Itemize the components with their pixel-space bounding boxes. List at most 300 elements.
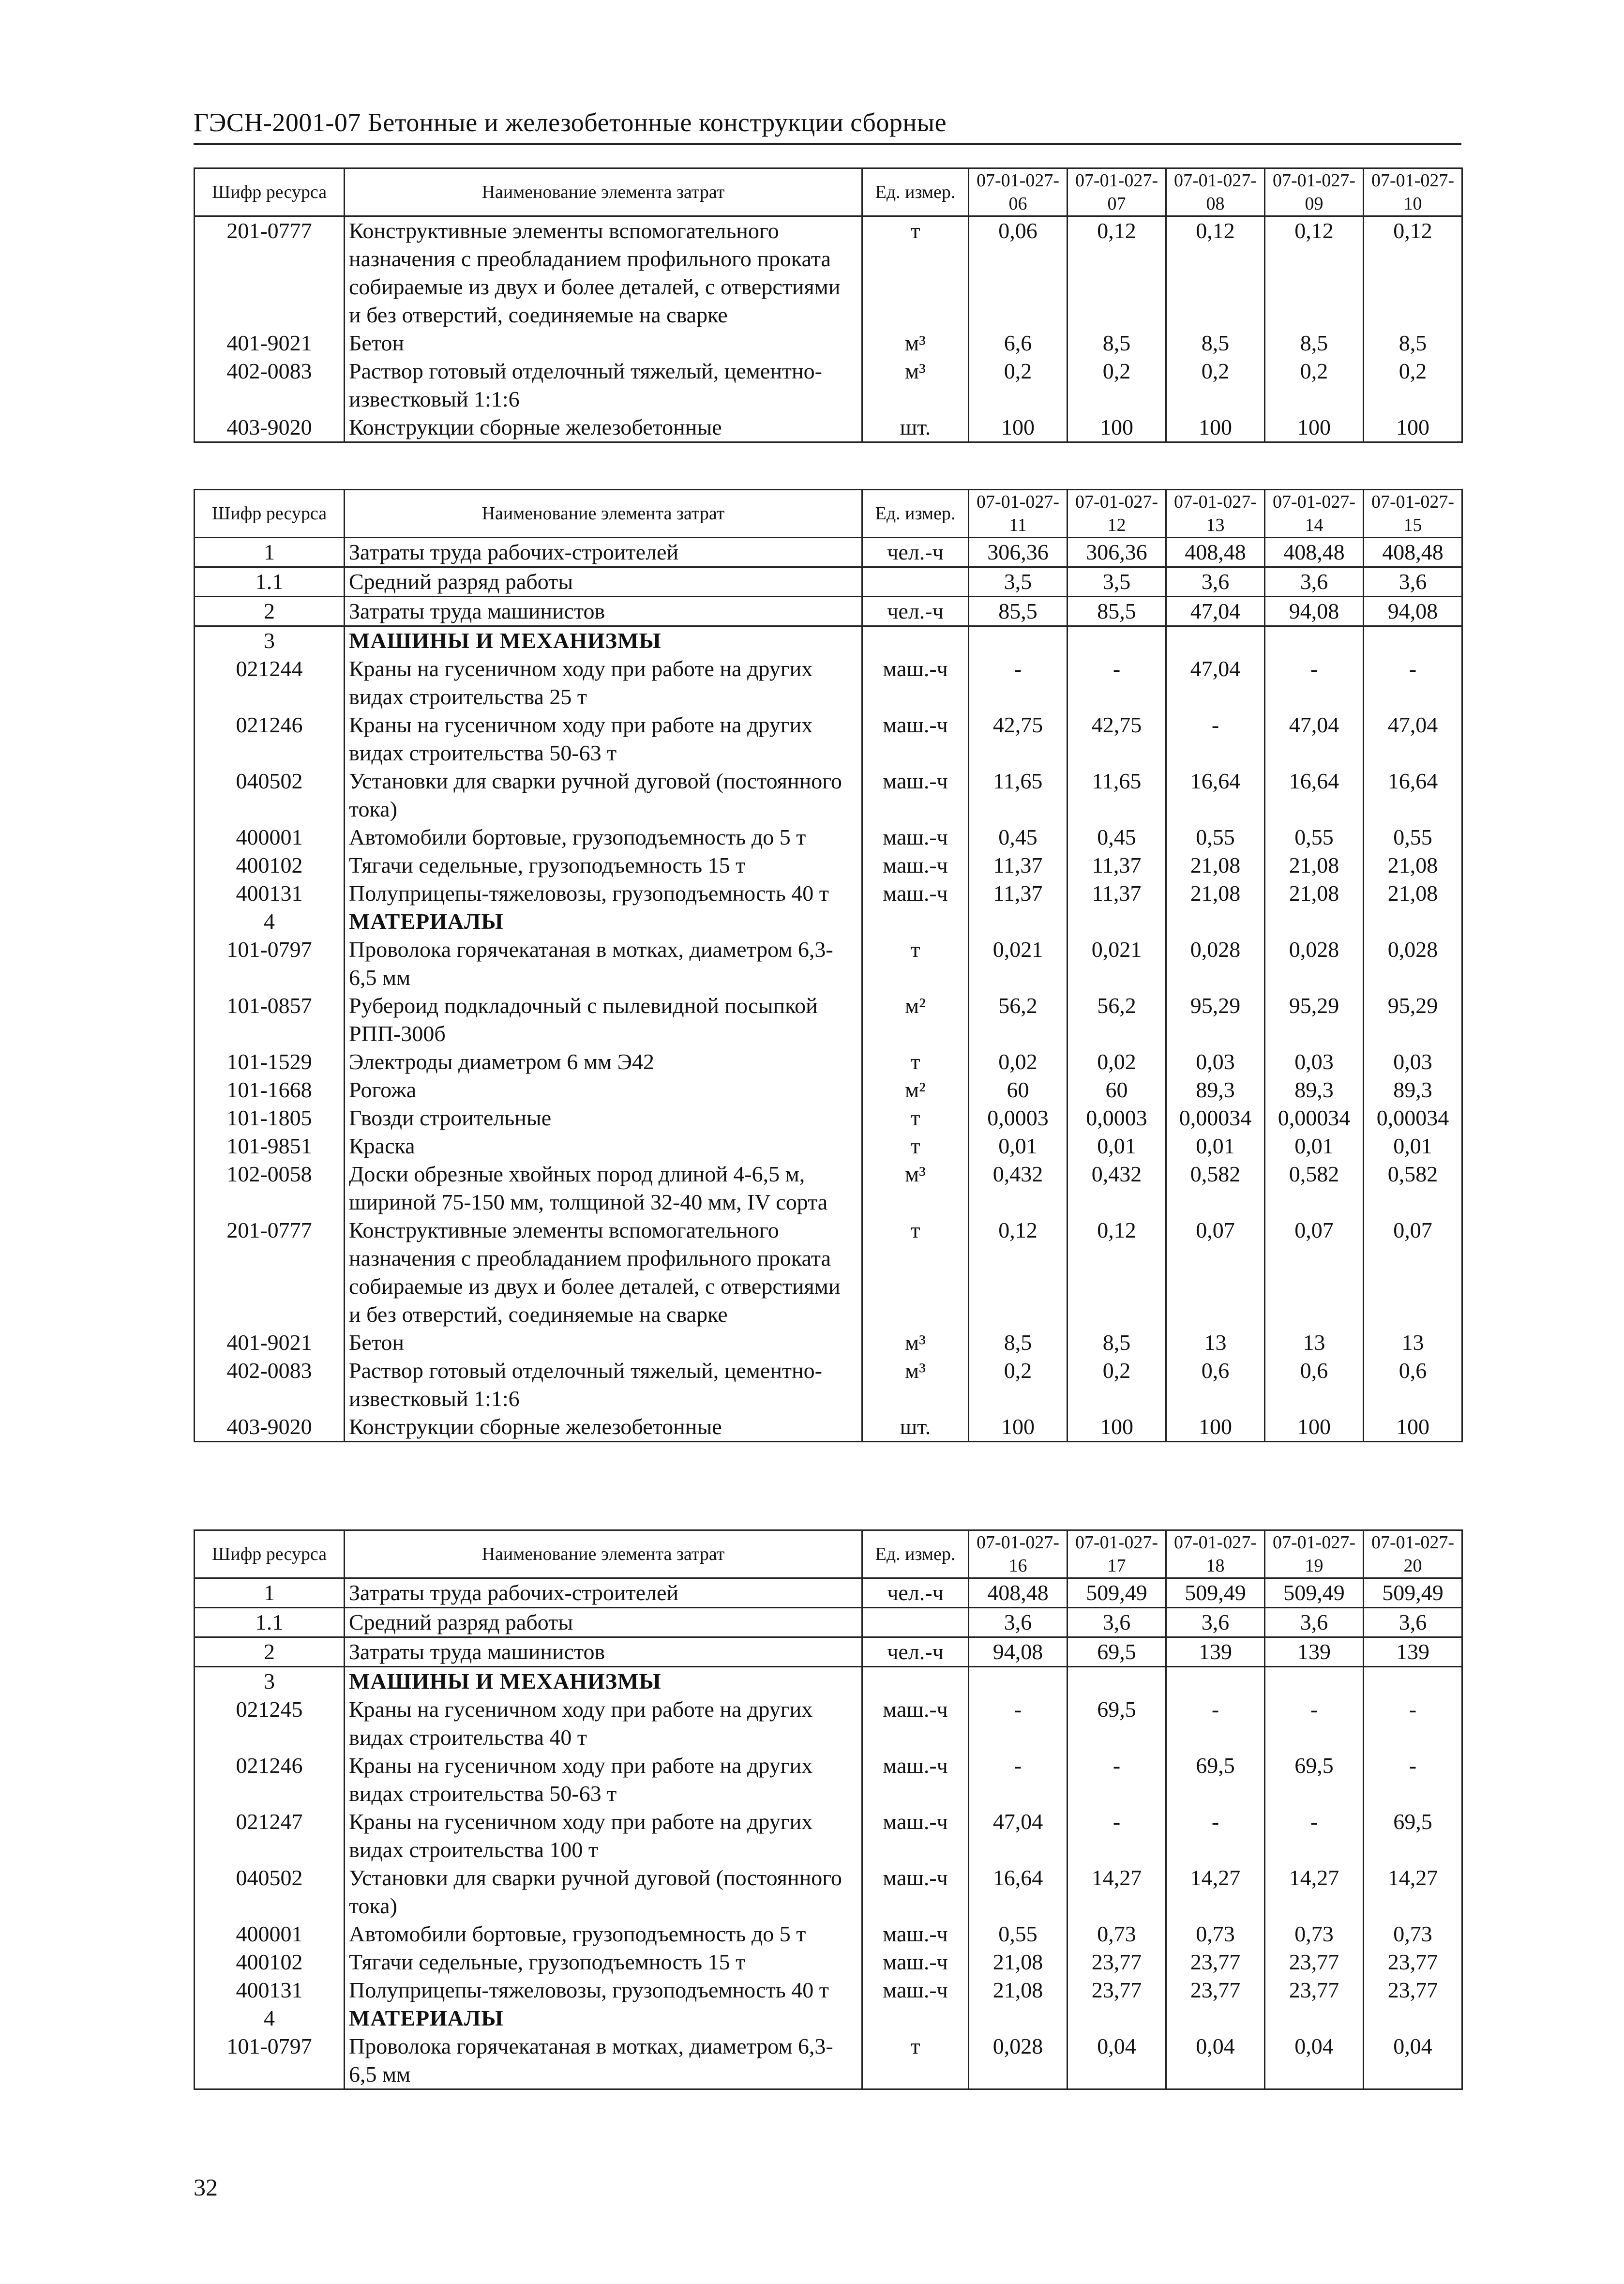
norm-value-cell: 94,08: [1364, 597, 1462, 626]
norm-value-cell: 0,73: [1364, 1920, 1462, 1948]
norm-value-cell: [1068, 908, 1166, 936]
norm-value-cell: 11,65: [1068, 767, 1166, 823]
unit-cell: чел.-ч: [862, 1578, 969, 1608]
norm-value-cell: 100: [969, 413, 1068, 442]
norm-value-cell: 0,028: [1364, 936, 1462, 992]
norm-value-cell: [1166, 908, 1265, 936]
unit-cell: м³: [862, 329, 969, 357]
norm-value-cell: 69,5: [1068, 1695, 1166, 1752]
table-row: [195, 711, 1462, 767]
norm-value-cell: 0,03: [1166, 1048, 1265, 1076]
table-row: [195, 1920, 1462, 1948]
column-header-norm-code: 07-01-027-19: [1265, 1530, 1364, 1578]
cost-element-name-cell: Полуприцепы-тяжеловозы, грузоподъемность 40 т: [345, 879, 862, 908]
norm-value-cell: 0,55: [1265, 823, 1364, 851]
cost-element-name-cell: Раствор готовый отделочный тяжелый, цементно-известковый 1:1:6: [345, 1357, 862, 1413]
norm-value-cell: [1068, 1667, 1166, 1696]
resource-code-cell: 102-0058: [195, 1160, 345, 1216]
norm-value-cell: 13: [1166, 1329, 1265, 1357]
resource-code-cell: 021246: [195, 1752, 345, 1808]
table-row: [195, 936, 1462, 992]
norm-value-cell: 100: [1364, 413, 1462, 442]
resource-code-cell: 201-0777: [195, 1216, 345, 1329]
norm-value-cell: 509,49: [1265, 1578, 1364, 1608]
norm-value-cell: 509,49: [1364, 1578, 1462, 1608]
resource-code-cell: 402-0083: [195, 1357, 345, 1413]
norm-value-cell: 56,2: [1068, 992, 1166, 1048]
norm-value-cell: 3,6: [1364, 1608, 1462, 1637]
norm-value-cell: 0,04: [1265, 2032, 1364, 2089]
norm-value-cell: 94,08: [1265, 597, 1364, 626]
norm-value-cell: 509,49: [1068, 1578, 1166, 1608]
unit-cell: маш.-ч: [862, 711, 969, 767]
unit-cell: маш.-ч: [862, 879, 969, 908]
norm-value-cell: -: [1068, 1752, 1166, 1808]
column-header-norm-code: 07-01-027-20: [1364, 1530, 1462, 1578]
norm-value-cell: 0,2: [969, 1357, 1068, 1413]
norm-value-cell: 0,028: [1166, 936, 1265, 992]
cost-element-name-cell: Затраты труда рабочих-строителей: [345, 538, 862, 567]
norm-value-cell: 0,432: [969, 1160, 1068, 1216]
norm-value-cell: 21,08: [1364, 879, 1462, 908]
norm-value-cell: 0,432: [1068, 1160, 1166, 1216]
norm-value-cell: 16,64: [1364, 767, 1462, 823]
norm-value-cell: 100: [969, 1413, 1068, 1442]
norm-value-cell: 0,2: [1166, 357, 1265, 413]
cost-element-name-cell: Краны на гусеничном ходу при работе на других видах строительства 50-63 т: [345, 1752, 862, 1808]
norm-value-cell: [1364, 2004, 1462, 2032]
unit-cell: чел.-ч: [862, 538, 969, 567]
norm-value-cell: 0,021: [1068, 936, 1166, 992]
norm-value-cell: 3,6: [1364, 567, 1462, 597]
norm-value-cell: 3,6: [1265, 567, 1364, 597]
norm-value-cell: [1166, 2004, 1265, 2032]
table-row: [195, 1637, 1462, 1667]
column-header-name: Наименование элемента затрат: [345, 490, 862, 538]
resource-code-cell: 021247: [195, 1808, 345, 1864]
cost-element-name-cell: Краны на гусеничном ходу при работе на других видах строительства 25 т: [345, 655, 862, 711]
table-row: [195, 1578, 1462, 1608]
norm-value-cell: 11,37: [969, 879, 1068, 908]
norm-value-cell: -: [969, 655, 1068, 711]
norm-value-cell: 100: [1166, 1413, 1265, 1442]
norm-value-cell: 509,49: [1166, 1578, 1265, 1608]
norm-value-cell: [969, 908, 1068, 936]
norm-value-cell: 47,04: [1166, 597, 1265, 626]
norm-value-cell: 408,48: [1166, 538, 1265, 567]
column-header-norm-code: 07-01-027-10: [1364, 168, 1462, 216]
norm-value-cell: 0,01: [1166, 1132, 1265, 1160]
norm-value-cell: 3,6: [1166, 1608, 1265, 1637]
norm-value-cell: 23,77: [1166, 1948, 1265, 1976]
table-body: [195, 216, 1462, 442]
norm-value-cell: 0,12: [1364, 216, 1462, 330]
norm-value-cell: 0,0003: [969, 1104, 1068, 1132]
norm-value-cell: 0,12: [1068, 1216, 1166, 1329]
norm-value-cell: 69,5: [1364, 1808, 1462, 1864]
norm-value-cell: 8,5: [1068, 1329, 1166, 1357]
resource-code-cell: 021245: [195, 1695, 345, 1752]
table-row: [195, 2032, 1462, 2089]
norm-value-cell: 0,0003: [1068, 1104, 1166, 1132]
resource-code-cell: 2: [195, 1637, 345, 1667]
column-header-code: Шифр ресурса: [195, 490, 345, 538]
norm-value-cell: 139: [1364, 1637, 1462, 1667]
norm-value-cell: 95,29: [1364, 992, 1462, 1048]
norm-value-cell: 21,08: [969, 1948, 1068, 1976]
unit-cell: чел.-ч: [862, 1637, 969, 1667]
column-header-code: Шифр ресурса: [195, 168, 345, 216]
norm-value-cell: 11,65: [969, 767, 1068, 823]
norm-value-cell: 0,582: [1364, 1160, 1462, 1216]
column-header-norm-code: 07-01-027-17: [1068, 1530, 1166, 1578]
cost-element-name-cell: Автомобили бортовые, грузоподъемность до 5 т: [345, 1920, 862, 1948]
resource-code-cell: 4: [195, 908, 345, 936]
norm-value-cell: 21,08: [1364, 851, 1462, 879]
norm-value-cell: 408,48: [1265, 538, 1364, 567]
unit-cell: м³: [862, 357, 969, 413]
unit-cell: маш.-ч: [862, 823, 969, 851]
table-row: [195, 1864, 1462, 1920]
norm-value-cell: 60: [1068, 1076, 1166, 1104]
unit-cell: маш.-ч: [862, 1695, 969, 1752]
cost-element-name-cell: Конструкции сборные железобетонные: [345, 413, 862, 442]
norm-value-cell: 100: [1068, 1413, 1166, 1442]
norm-value-cell: 0,55: [969, 1920, 1068, 1948]
resource-code-cell: 400102: [195, 851, 345, 879]
cost-element-name-cell: Раствор готовый отделочный тяжелый, цементно-известковый 1:1:6: [345, 357, 862, 413]
resource-code-cell: 1: [195, 1578, 345, 1608]
norm-value-cell: 85,5: [969, 597, 1068, 626]
table-header: [195, 168, 1462, 216]
cost-element-name-cell: Средний разряд работы: [345, 567, 862, 597]
unit-cell: шт.: [862, 413, 969, 442]
norm-value-cell: 47,04: [1166, 655, 1265, 711]
norm-value-cell: 0,6: [1364, 1357, 1462, 1413]
resource-code-cell: 401-9021: [195, 1329, 345, 1357]
norm-value-cell: 0,04: [1166, 2032, 1265, 2089]
norm-value-cell: 14,27: [1166, 1864, 1265, 1920]
norm-value-cell: 0,12: [1166, 216, 1265, 330]
column-header-norm-code: 07-01-027-14: [1265, 490, 1364, 538]
norm-value-cell: 56,2: [969, 992, 1068, 1048]
unit-cell: т: [862, 1104, 969, 1132]
norm-value-cell: [1265, 2004, 1364, 2032]
column-header-norm-code: 07-01-027-18: [1166, 1530, 1265, 1578]
cost-element-name-cell: Рогожа: [345, 1076, 862, 1104]
unit-cell: маш.-ч: [862, 655, 969, 711]
table-row: [195, 567, 1462, 597]
table-row: [195, 1413, 1462, 1442]
norm-value-cell: -: [969, 1695, 1068, 1752]
norm-value-cell: 100: [1166, 413, 1265, 442]
norm-value-cell: [1166, 1667, 1265, 1696]
header-row: [195, 490, 1462, 538]
unit-cell: м²: [862, 1076, 969, 1104]
norm-value-cell: 0,73: [1166, 1920, 1265, 1948]
cost-element-name-cell: Конструкции сборные железобетонные: [345, 1413, 862, 1442]
unit-cell: маш.-ч: [862, 1808, 969, 1864]
column-header-norm-code: 07-01-027-12: [1068, 490, 1166, 538]
table-row: [195, 1608, 1462, 1637]
norm-value-cell: 0,12: [1068, 216, 1166, 330]
resource-code-cell: 040502: [195, 767, 345, 823]
unit-cell: чел.-ч: [862, 597, 969, 626]
norm-value-cell: 0,55: [1364, 823, 1462, 851]
norm-value-cell: 42,75: [1068, 711, 1166, 767]
norm-value-cell: [1166, 626, 1265, 655]
norm-value-cell: -: [1265, 1808, 1364, 1864]
table-row: [195, 908, 1462, 936]
norm-value-cell: 11,37: [969, 851, 1068, 879]
cost-element-name-cell: Краны на гусеничном ходу при работе на других видах строительства 40 т: [345, 1695, 862, 1752]
norm-value-cell: 69,5: [1166, 1752, 1265, 1808]
unit-cell: м²: [862, 992, 969, 1048]
norm-value-cell: 0,2: [1364, 357, 1462, 413]
resource-code-cell: 040502: [195, 1864, 345, 1920]
norm-value-cell: 89,3: [1364, 1076, 1462, 1104]
resource-code-cell: 403-9020: [195, 413, 345, 442]
unit-cell: [862, 908, 969, 936]
norm-value-cell: 0,01: [1364, 1132, 1462, 1160]
norm-value-cell: -: [1068, 655, 1166, 711]
norm-value-cell: 0,028: [969, 2032, 1068, 2089]
norm-value-cell: 16,64: [1265, 767, 1364, 823]
norm-value-cell: -: [969, 1752, 1068, 1808]
column-header-norm-code: 07-01-027-06: [969, 168, 1068, 216]
unit-cell: т: [862, 216, 969, 330]
norm-value-cell: [1265, 908, 1364, 936]
norm-value-cell: 94,08: [969, 1637, 1068, 1667]
table-row: [195, 992, 1462, 1048]
norm-value-cell: 0,01: [969, 1132, 1068, 1160]
norm-value-cell: [1364, 626, 1462, 655]
norm-value-cell: 60: [969, 1076, 1068, 1104]
norm-value-cell: 0,00034: [1364, 1104, 1462, 1132]
cost-element-name-cell: Бетон: [345, 329, 862, 357]
norm-value-cell: 0,2: [969, 357, 1068, 413]
cost-element-name-cell: Затраты труда машинистов: [345, 597, 862, 626]
norm-value-cell: 0,07: [1166, 1216, 1265, 1329]
table-row: [195, 1160, 1462, 1216]
norm-value-cell: 306,36: [1068, 538, 1166, 567]
cost-element-name-cell: Проволока горячекатаная в мотках, диаметром 6,3-6,5 мм: [345, 2032, 862, 2089]
unit-cell: [862, 2004, 969, 2032]
cost-element-name-cell: Электроды диаметром 6 мм Э42: [345, 1048, 862, 1076]
table-row: [195, 1357, 1462, 1413]
norm-value-cell: 3,6: [969, 1608, 1068, 1637]
cost-element-name-cell: Установки для сварки ручной дуговой (постоянного тока): [345, 1864, 862, 1920]
norm-value-cell: 0,03: [1265, 1048, 1364, 1076]
norm-value-cell: -: [1265, 655, 1364, 711]
resource-code-cell: 400131: [195, 879, 345, 908]
norm-value-cell: 3,5: [1068, 567, 1166, 597]
norm-value-cell: 3,5: [969, 567, 1068, 597]
header-row: [195, 1530, 1462, 1578]
norm-value-cell: 89,3: [1265, 1076, 1364, 1104]
norm-value-cell: 21,08: [1265, 851, 1364, 879]
table-row: [195, 2004, 1462, 2032]
cost-element-name-cell: Рубероид подкладочный с пылевидной посыпкой РПП-300б: [345, 992, 862, 1048]
cost-element-name-cell: МАШИНЫ И МЕХАНИЗМЫ: [345, 626, 862, 655]
cost-element-name-cell: Затраты труда рабочих-строителей: [345, 1578, 862, 1608]
resource-code-cell: 400001: [195, 1920, 345, 1948]
norm-value-cell: 8,5: [1364, 329, 1462, 357]
cost-element-name-cell: Полуприцепы-тяжеловозы, грузоподъемность 40 т: [345, 1976, 862, 2004]
cost-element-name-cell: МАШИНЫ И МЕХАНИЗМЫ: [345, 1667, 862, 1696]
norm-value-cell: 0,00034: [1265, 1104, 1364, 1132]
norm-value-cell: 0,02: [969, 1048, 1068, 1076]
cost-element-name-cell: Бетон: [345, 1329, 862, 1357]
norm-value-cell: -: [1364, 655, 1462, 711]
column-header-norm-code: 07-01-027-16: [969, 1530, 1068, 1578]
unit-cell: [862, 1608, 969, 1637]
norm-value-cell: -: [1265, 1695, 1364, 1752]
norm-value-cell: 139: [1265, 1637, 1364, 1667]
table-row: [195, 655, 1462, 711]
resource-code-cell: 1.1: [195, 1608, 345, 1637]
norm-value-cell: 0,2: [1265, 357, 1364, 413]
norm-value-cell: 69,5: [1068, 1637, 1166, 1667]
unit-cell: маш.-ч: [862, 767, 969, 823]
cost-element-name-cell: Затраты труда машинистов: [345, 1637, 862, 1667]
table-row: [195, 823, 1462, 851]
norm-value-cell: 100: [1068, 413, 1166, 442]
norm-value-cell: 0,06: [969, 216, 1068, 330]
norm-value-cell: 0,55: [1166, 823, 1265, 851]
norm-value-cell: 47,04: [969, 1808, 1068, 1864]
unit-cell: маш.-ч: [862, 1976, 969, 2004]
norm-value-cell: 0,04: [1068, 2032, 1166, 2089]
cost-element-name-cell: МАТЕРИАЛЫ: [345, 908, 862, 936]
table-row: [195, 1216, 1462, 1329]
table-row: [195, 1976, 1462, 2004]
table-row: [195, 329, 1462, 357]
table-row: [195, 216, 1462, 330]
unit-cell: [862, 626, 969, 655]
norm-value-cell: 0,07: [1364, 1216, 1462, 1329]
norm-value-cell: 11,37: [1068, 879, 1166, 908]
norm-value-cell: 8,5: [969, 1329, 1068, 1357]
norm-value-cell: -: [1364, 1695, 1462, 1752]
column-header-name: Наименование элемента затрат: [345, 1530, 862, 1578]
column-header-norm-code: 07-01-027-07: [1068, 168, 1166, 216]
norm-value-cell: 21,08: [969, 1976, 1068, 2004]
resource-code-cell: 3: [195, 1667, 345, 1696]
norm-value-cell: 16,64: [1166, 767, 1265, 823]
cost-element-name-cell: Автомобили бортовые, грузоподъемность до 5 т: [345, 823, 862, 851]
table-row: [195, 1808, 1462, 1864]
norm-value-cell: 408,48: [1364, 538, 1462, 567]
unit-cell: т: [862, 1216, 969, 1329]
norm-value-cell: 23,77: [1265, 1948, 1364, 1976]
cost-element-name-cell: Гвозди строительные: [345, 1104, 862, 1132]
table-row: [195, 597, 1462, 626]
page-header-title: ГЭСН-2001-07 Бетонные и железобетонные конструкции сборные: [194, 108, 947, 137]
norm-value-cell: 85,5: [1068, 597, 1166, 626]
norm-value-cell: 42,75: [969, 711, 1068, 767]
unit-cell: [862, 1667, 969, 1696]
norm-value-cell: [1265, 626, 1364, 655]
norm-value-cell: -: [1166, 1808, 1265, 1864]
resource-code-cell: 3: [195, 626, 345, 655]
norm-value-cell: 100: [1364, 1413, 1462, 1442]
table-row: [195, 538, 1462, 567]
norm-value-cell: 0,00034: [1166, 1104, 1265, 1132]
norm-value-cell: -: [1068, 1808, 1166, 1864]
cost-element-name-cell: Конструктивные элементы вспомогательного назначения с преобладанием профильного проката собираемые из двух и более деталей, с отверстиями и без отверстий, соединяемые на сварке: [345, 1216, 862, 1329]
norm-table-3: [194, 1529, 1463, 2090]
resource-code-cell: 101-1529: [195, 1048, 345, 1076]
table-row: [195, 1104, 1462, 1132]
resource-code-cell: 101-0857: [195, 992, 345, 1048]
unit-cell: м³: [862, 1357, 969, 1413]
resource-code-cell: 401-9021: [195, 329, 345, 357]
norm-value-cell: [1364, 908, 1462, 936]
norm-value-cell: 0,028: [1265, 936, 1364, 992]
table-row: [195, 1948, 1462, 1976]
norm-value-cell: 0,021: [969, 936, 1068, 992]
unit-cell: [862, 567, 969, 597]
unit-cell: м³: [862, 1160, 969, 1216]
table-row: [195, 1132, 1462, 1160]
norm-value-cell: [969, 2004, 1068, 2032]
table-header: [195, 1530, 1462, 1578]
norm-value-cell: 0,12: [1265, 216, 1364, 330]
resource-code-cell: 101-1805: [195, 1104, 345, 1132]
norm-value-cell: 100: [1265, 413, 1364, 442]
norm-value-cell: 23,77: [1068, 1948, 1166, 1976]
norm-table-1: [194, 167, 1463, 443]
norm-value-cell: 0,582: [1265, 1160, 1364, 1216]
table-row: [195, 1752, 1462, 1808]
norm-value-cell: 47,04: [1364, 711, 1462, 767]
norm-value-cell: [969, 626, 1068, 655]
resource-code-cell: 101-9851: [195, 1132, 345, 1160]
norm-value-cell: 23,77: [1364, 1976, 1462, 2004]
norm-value-cell: 23,77: [1166, 1976, 1265, 2004]
column-header-name: Наименование элемента затрат: [345, 168, 862, 216]
norm-value-cell: 69,5: [1265, 1752, 1364, 1808]
resource-code-cell: 021246: [195, 711, 345, 767]
norm-value-cell: 3,6: [1166, 567, 1265, 597]
norm-value-cell: 14,27: [1265, 1864, 1364, 1920]
table-row: [195, 1076, 1462, 1104]
resource-code-cell: 402-0083: [195, 357, 345, 413]
norm-value-cell: 100: [1265, 1413, 1364, 1442]
norm-value-cell: 3,6: [1068, 1608, 1166, 1637]
norm-value-cell: 139: [1166, 1637, 1265, 1667]
resource-code-cell: 1.1: [195, 567, 345, 597]
norm-value-cell: 408,48: [969, 1578, 1068, 1608]
unit-cell: шт.: [862, 1413, 969, 1442]
norm-value-cell: 0,12: [969, 1216, 1068, 1329]
norm-value-cell: [1364, 1667, 1462, 1696]
norm-value-cell: 306,36: [969, 538, 1068, 567]
column-header-norm-code: 07-01-027-13: [1166, 490, 1265, 538]
resource-code-cell: 1: [195, 538, 345, 567]
unit-cell: т: [862, 1048, 969, 1076]
resource-code-cell: 400131: [195, 1976, 345, 2004]
norm-value-cell: 0,01: [1068, 1132, 1166, 1160]
column-header-unit: Ед. измер.: [862, 168, 969, 216]
table-row: [195, 767, 1462, 823]
column-header-unit: Ед. измер.: [862, 1530, 969, 1578]
norm-value-cell: 0,2: [1068, 1357, 1166, 1413]
unit-cell: т: [862, 936, 969, 992]
norm-value-cell: 0,6: [1265, 1357, 1364, 1413]
norm-value-cell: 0,2: [1068, 357, 1166, 413]
